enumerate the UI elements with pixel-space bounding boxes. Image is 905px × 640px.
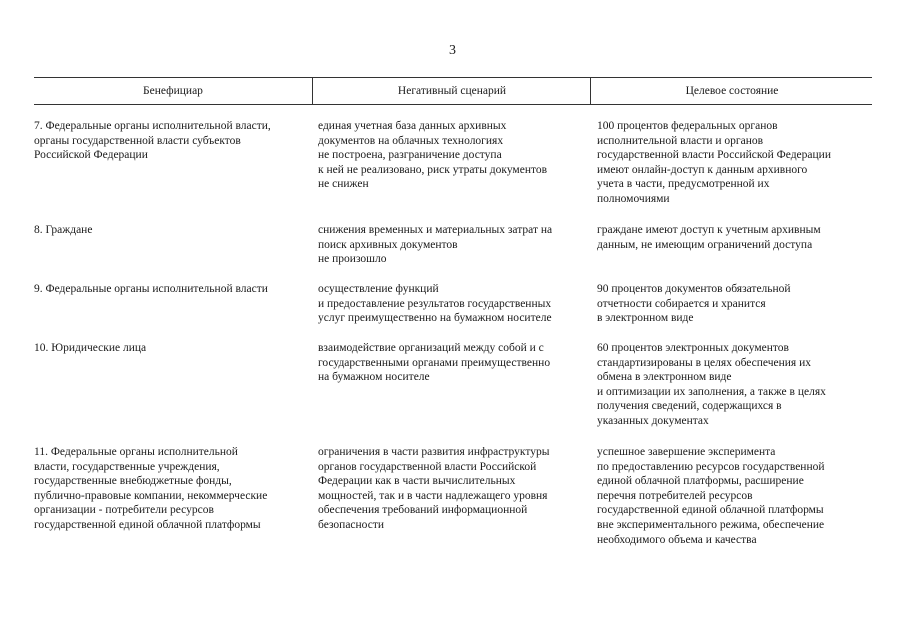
beneficiary-cell: 8. Граждане bbox=[34, 224, 93, 236]
target-state-cell: граждане имеют доступ к учетным архивным данным, не имеющим ограничений доступа bbox=[597, 224, 821, 251]
target-state-cell: 90 процентов документов обязательной отчетности собирается и хранится в электронном виде bbox=[597, 283, 791, 325]
beneficiary-table bbox=[34, 77, 872, 546]
target-state-cell: успешное завершение эксперимента по предоставлению ресурсов государственной единой облачной платформы, расширение перечня потребителей ресурсов государственной единой облачной платформы вне экспериментального режима, обеспечение необходимого объема и качества bbox=[597, 446, 825, 546]
negative-scenario-cell: взаимодействие организаций между собой и с государственными органами преимущественно на бумажном носителе bbox=[318, 342, 551, 384]
beneficiary-cell: 10. Юридические лица bbox=[34, 342, 147, 354]
negative-scenario-cell: единая учетная база данных архивных документов на облачных технологиях не построена, разграничение доступа к ней не реализовано, риск утраты документов не снижен bbox=[318, 120, 548, 191]
header-negative-scenario: Негативный сценарий bbox=[312, 78, 591, 104]
negative-scenario-cell: осуществление функций и предоставление результатов государственных услуг преимущественно на бумажном носителе bbox=[318, 283, 552, 325]
beneficiary-cell: 11. Федеральные органы исполнительной власти, государственные учреждения, государственные внебюджетные фонды, публично-правовые компании, некоммерческие организации - потребители ресурсов государственной единой облачной платформы bbox=[34, 446, 268, 531]
negative-scenario-cell: ограничения в части развития инфраструктуры органов государственной власти Российской Федерации как в части вычислительных мощностей, так и в части надлежащего уровня обеспечения требований информационной безопасности bbox=[318, 446, 550, 531]
table-header-row bbox=[34, 77, 872, 105]
target-state-cell: 100 процентов федеральных органов исполнительной власти и органов государственной власти Российской Федерации имеют онлайн-доступ к данным архивного учета в части, предусмотренной их полномочиями bbox=[597, 120, 831, 205]
header-beneficiary: Бенефициар bbox=[143, 85, 203, 97]
target-state-cell: 60 процентов электронных документов стандартизированы в целях обеспечения их обмена в электронном виде и оптимизации их заполнения, а также в целях получения сведений, содержащихся в указанных документах bbox=[597, 342, 826, 427]
beneficiary-cell: 9. Федеральные органы исполнительной власти bbox=[34, 283, 268, 295]
beneficiary-cell: 7. Федеральные органы исполнительной власти, органы государственной власти субъектов Российской Федерации bbox=[34, 120, 271, 162]
header-target-state: Целевое состояние bbox=[590, 78, 873, 104]
page-number: 3 bbox=[449, 43, 456, 58]
negative-scenario-cell: снижения временных и материальных затрат на поиск архивных документов не произошло bbox=[318, 224, 553, 266]
